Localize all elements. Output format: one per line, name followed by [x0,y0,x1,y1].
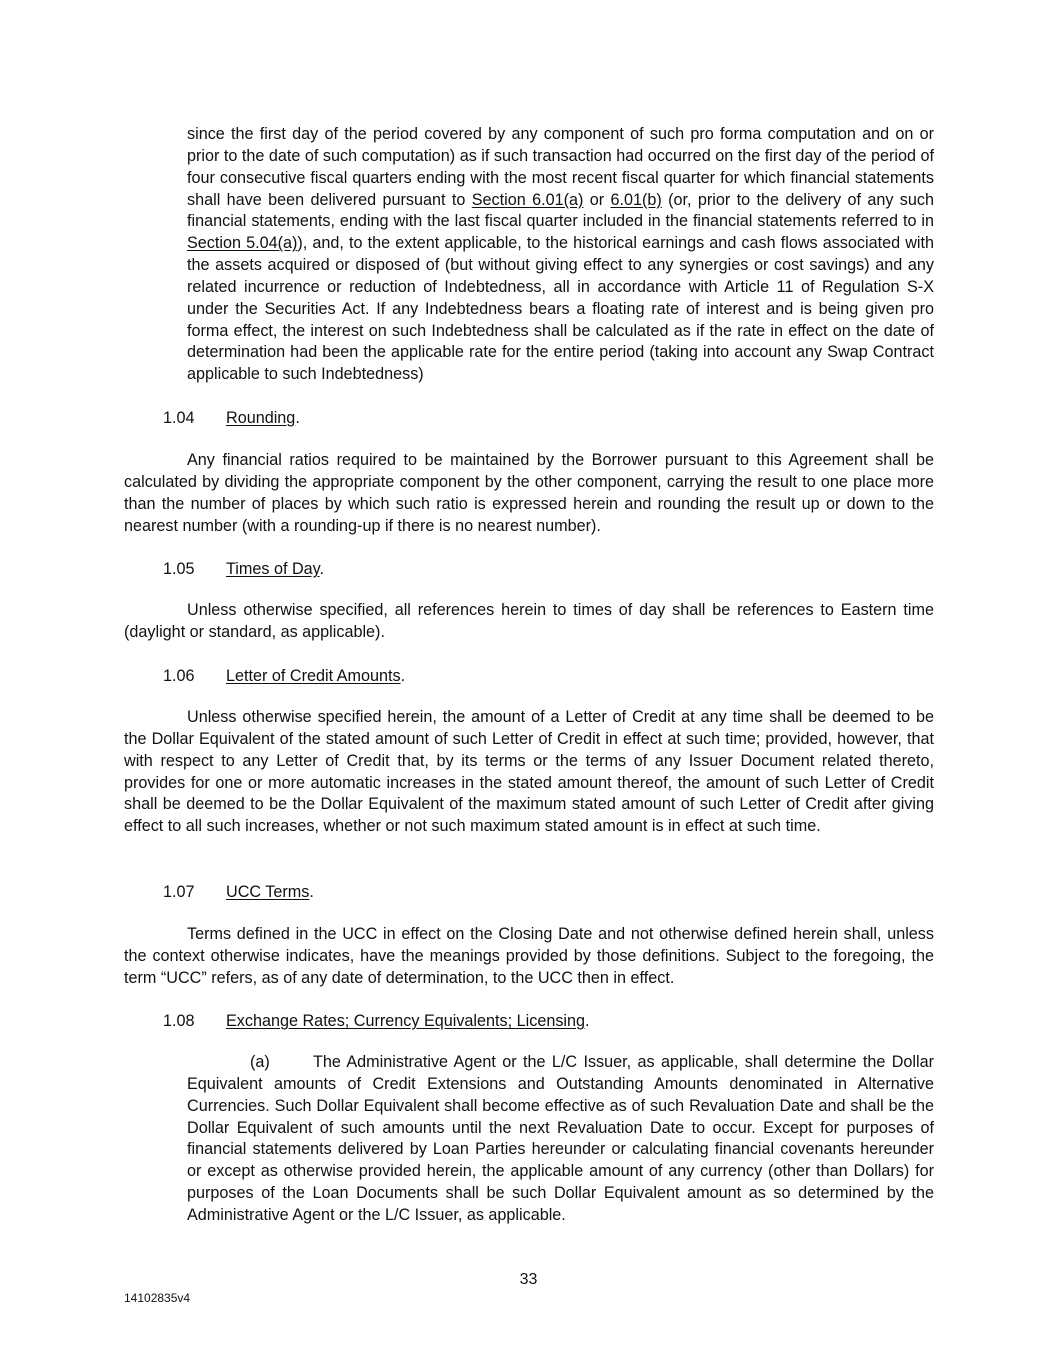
continuation-paragraph [187,124,934,386]
document-id: 14102835v4 [124,1291,191,1305]
section-body-1-08-clause-a [187,1052,934,1227]
section-title: Letter of Credit Amounts [226,667,401,685]
clause-marker: (a) [250,1053,270,1071]
section-heading-1-06 [163,665,405,687]
continuation-text-part4: ), and, to the extent applicable, to the historical earnings and cash flows associated with the assets acquired or disposed of (but without giving effect to any synergies or cost savings) and any related incurrence or reduction of Indebtedness, all in accordance with Article 11 of Regulation S-X under the Securities Act. If any Indebtedness bears a floating rate of interest and is being given pro forma effect, the interest on such Indebtedness shall be calculated as if the rate in effect on the date of determination had been the applicable rate for the entire period (taking into account any Swap Contract applicable to such Indebtedness) [187,234,934,384]
heading-period: . [309,883,314,901]
section-reference-link[interactable]: Section 6.01(a) [471,190,584,209]
heading-period: . [400,667,406,685]
heading-period: . [319,560,325,578]
section-number: 1.07 [163,883,195,901]
section-number: 1.06 [163,667,195,685]
section-number: 1.08 [163,1012,195,1030]
section-heading-1-07 [163,881,314,903]
section-body-1-05: Unless otherwise specified, all references herein to times of day shall be references to Eastern time (daylight or standard, as applicable). [124,601,934,641]
continuation-text-part2: or [583,190,611,209]
section-heading-1-08 [163,1010,590,1032]
section-number: 1.05 [163,560,195,578]
section-body-1-04: Any financial ratios required to be maintained by the Borrower pursuant to this Agreement shall be calculated by dividing the appropriate component by the other component, carrying the result to one place more than the number of places by which such ratio is expressed herein and rounding the result up or down to the nearest number (with a rounding-up if there is no nearest number). [124,451,934,535]
section-number: 1.04 [163,409,195,427]
section-body-1-07: Terms defined in the UCC in effect on the Closing Date and not otherwise defined herein shall, unless the context otherwise indicates, have the meanings provided by those definitions. Subject to the foregoing, the term “UCC” refers, as of any date of determination, to the UCC then in effect. [124,925,934,987]
section-title: UCC Terms [226,883,310,901]
heading-period: . [585,1012,590,1030]
section-title: Rounding [226,409,296,427]
section-reference-link[interactable]: Section 5.04(a) [187,234,298,253]
continuation-text-part1: since the first day of the period covered by any component of such pro forma computation and on or prior to the date of such computation) as if such transaction had occurred on the first day of the period of four consecutive fiscal quarters ending with the most recent fiscal quarter for which financial statements shall have been delivered pursuant to [187,125,934,209]
section-heading-1-05 [163,558,324,580]
section-reference-link[interactable]: 6.01(b) [610,190,662,209]
section-body-1-06: Unless otherwise specified herein, the amount of a Letter of Credit at any time shall be deemed to be the Dollar Equivalent of the stated amount of such Letter of Credit in effect at such time; provided, however, that with respect to any Letter of Credit that, by its terms or the terms of any Issuer Document related thereto, provides for one or more automatic increases in the stated amount thereof, the amount of such Letter of Credit shall be deemed to be the Dollar Equivalent of the maximum stated amount of such Letter of Credit after giving effect to all such increases, whether or not such maximum stated amount is in effect at such time. [124,708,934,836]
section-title: Exchange Rates; Currency Equivalents; Licensing [226,1012,586,1030]
section-title: Times of Day [226,560,320,578]
page-number: 33 [519,1271,538,1288]
heading-period: . [295,409,300,427]
continuation-text-part3: (or, prior to the delivery of any such financial statements, ending with the last fiscal quarter included in the financial statements referred to in [187,190,935,231]
section-heading-1-04 [163,407,300,429]
clause-text: The Administrative Agent or the L/C Issuer, as applicable, shall determine the Dollar Equivalent amounts of Credit Extensions and Outstanding Amounts denominated in Alternative Currencies. Such Dollar Equivalent shall become effective as of such Revaluation Date and shall be the Dollar Equivalent of such amounts until the next Revaluation Date to occur. Except for purposes of financial statements delivered by Loan Parties hereunder or calculating financial covenants hereunder or except as otherwise provided herein, the applicable amount of any currency (other than Dollars) for purposes of the Loan Documents shall be such Dollar Equivalent amount as so determined by the Administrative Agent or the L/C Issuer, as applicable. [187,1053,934,1224]
